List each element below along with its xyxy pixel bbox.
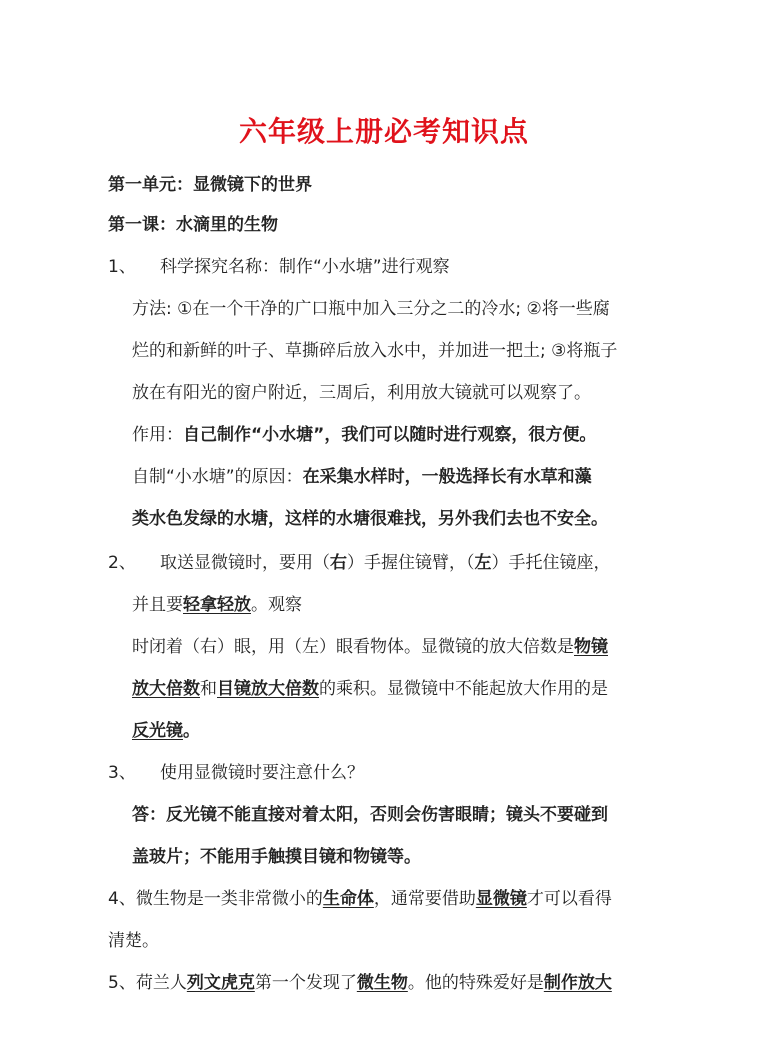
item-1-reason-line-1 bbox=[132, 466, 592, 488]
item-2-line-3 bbox=[132, 636, 608, 658]
item-4-e: 才可以看得 bbox=[526, 889, 612, 909]
reason-text-1: 在采集水样时，一般选择长有水草和藻 bbox=[302, 467, 592, 487]
item-3-line bbox=[108, 762, 364, 784]
item-2-line-5 bbox=[132, 720, 200, 742]
item-1-number: 1、 bbox=[108, 257, 136, 277]
item-3-answer-line-1: 答：反光镜不能直接对着太阳，否则会伤害眼睛；镜头不要碰到 bbox=[132, 805, 608, 825]
item-2-l3-a: 时闭着（右）眼，用（左）眼看物体。显微镜的放大倍数是 bbox=[132, 637, 574, 657]
item-2-l4-a: 放大倍数 bbox=[132, 679, 200, 699]
item-2-line-4 bbox=[132, 678, 608, 700]
item-4-line-2: 清楚。 bbox=[108, 931, 159, 951]
item-1-method-line-1: 方法: ①在一个干净的广口瓶中加入三分之二的冷水; ②将一些腐 bbox=[132, 299, 610, 319]
item-2-left: 左 bbox=[474, 553, 492, 573]
item-2-text-c: ）手握住镜臂，（ bbox=[347, 553, 475, 573]
use-label: 作用： bbox=[132, 425, 183, 445]
item-4-d: 显微镜 bbox=[475, 889, 527, 909]
item-2-l4-b: 和 bbox=[200, 679, 217, 699]
item-4-c: ，通常要借助 bbox=[373, 889, 476, 909]
item-4-line-1 bbox=[108, 888, 612, 910]
item-2-l2-b: 轻拿轻放 bbox=[183, 595, 251, 615]
reason-label: 自制“小水塘”的原因： bbox=[132, 467, 303, 487]
item-4-a: 4、微生物是一类非常微小的 bbox=[108, 889, 323, 909]
item-5-line bbox=[108, 972, 612, 994]
item-2-l3-b: 物镜 bbox=[574, 637, 608, 657]
item-3-number: 3、 bbox=[108, 763, 136, 783]
item-2-l4-c: 目镜放大倍数 bbox=[217, 679, 319, 699]
item-5-a: 5、荷兰人 bbox=[108, 973, 187, 993]
item-3-question: 使用显微镜时要注意什么？ bbox=[160, 763, 364, 783]
item-5-e: 。他的特殊爱好是 bbox=[407, 973, 544, 993]
item-2-number: 2、 bbox=[108, 553, 136, 573]
unit-heading: 第一单元：显微镜下的世界 bbox=[108, 175, 312, 195]
item-4-b: 生命体 bbox=[322, 889, 374, 909]
item-1-method-line-2: 烂的和新鲜的叶子、草撕碎后放入水中，并加进一把土; ③将瓶子 bbox=[132, 341, 618, 361]
item-1-line bbox=[108, 256, 450, 278]
item-2-line-1 bbox=[108, 552, 611, 574]
item-1-reason-line-2: 类水色发绿的水塘，这样的水塘很难找，另外我们去也不安全。 bbox=[132, 509, 608, 529]
item-5-d: 微生物 bbox=[356, 973, 408, 993]
item-1-method-line-3: 放在有阳光的窗户附近，三周后，利用放大镜就可以观察了。 bbox=[132, 383, 591, 403]
item-5-c: 第一个发现了 bbox=[254, 973, 357, 993]
item-3-answer-line-2: 盖玻片；不能用手触摸目镜和物镜等。 bbox=[132, 847, 421, 867]
use-text: 自己制作“小水塘”，我们可以随时进行观察，很方便。 bbox=[183, 425, 597, 445]
item-2-l4-d: 的乘积。显微镜中不能起放大作用的是 bbox=[319, 679, 608, 699]
item-2-l2-c: 。观察 bbox=[251, 595, 302, 615]
lesson-heading: 第一课：水滴里的生物 bbox=[108, 215, 278, 235]
item-2-right: 右 bbox=[330, 553, 347, 573]
item-2-text-a: 取送显微镜时，要用（ bbox=[160, 553, 330, 573]
item-5-b: 列文虎克 bbox=[186, 973, 255, 993]
item-2-l2-a: 并且要 bbox=[132, 595, 183, 615]
item-1-text: 科学探究名称：制作“小水塘”进行观察 bbox=[160, 257, 450, 277]
item-1-use-line bbox=[132, 424, 596, 446]
item-2-line-2 bbox=[132, 594, 302, 616]
item-2-l5-a: 反光镜 bbox=[132, 721, 183, 741]
item-2-l5-b: 。 bbox=[183, 721, 200, 741]
item-2-text-e: ）手托住镜座， bbox=[491, 553, 611, 573]
document-title: 六年级上册必考知识点 bbox=[238, 115, 529, 148]
item-5-f: 制作放大 bbox=[543, 973, 612, 993]
